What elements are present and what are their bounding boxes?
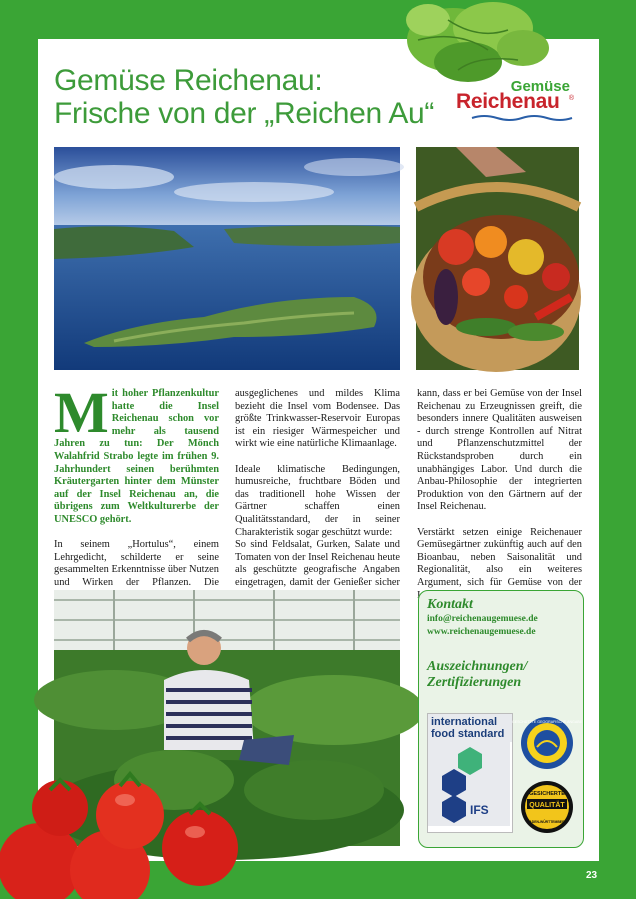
col1-paragraph-2: In seinem „Hortulus“, einem Lehrgedicht, schilderte er seine gesammelten Erkenntnisse über Nutzen und Wirken der Pflanzen. Die <box>54 539 219 588</box>
quality-seal-top: GESICHERTE <box>529 791 565 797</box>
tomatoes-decoration <box>0 770 250 899</box>
awards-heading-line-1: Auszeichnungen/ <box>427 659 528 674</box>
lake-aerial-photo <box>54 147 400 370</box>
col3-paragraph-2: Verstärkt setzen einige Reichenauer Gemüsegärtner zukünftig auch auf den Bioanbau, neben Saisonalität und Regionalität, also ein weiteres Argument, sich für Gemüse von der <box>417 526 582 588</box>
contact-website-link[interactable]: www.reichenaugemuese.de <box>427 627 536 637</box>
logo-wave-icon <box>472 114 572 122</box>
ifs-line-2: food standard <box>431 728 505 740</box>
drop-cap: M <box>54 380 109 445</box>
vegetable-basket-photo <box>416 147 579 370</box>
quality-seal-mid: QUALITÄT <box>529 802 565 809</box>
text-column-2 <box>235 388 400 615</box>
quality-seal-bottom: BADEN-WÜRTTEMBERG <box>526 820 568 824</box>
pgi-seal-text: GESCHÜTZTE GEOGRAFISCHE ANGABE <box>511 720 583 724</box>
col2-paragraph-2: Ideale klimatische Bedingungen, humusreiche, fruchtbare Böden und das traditionell hohe Wissen der Gärtner schaffen einen Qualitätsstandard, der in seiner Charakteristik sogar geschützt wurde: <box>235 463 400 538</box>
col2-paragraph-3: So sind Feldsalat, Gurken, Salate und Tomaten von der Insel Reichenau heute als geschützte geografische Angaben eingetragen, damit der Genießer sicher <box>235 539 400 588</box>
logo-registered-mark: ® <box>568 95 574 102</box>
ifs-certification-logo <box>427 713 513 833</box>
contact-certification-box <box>418 590 584 848</box>
pgi-seal-icon <box>511 715 583 771</box>
brand-logo <box>452 78 576 122</box>
title-line-2: Frische von der „Reichen Au“ <box>54 97 435 130</box>
ifs-hexagons-icon <box>428 742 510 826</box>
contact-heading: Kontakt <box>427 597 473 612</box>
contact-email-link[interactable]: info@reichenaugemuese.de <box>427 614 538 624</box>
logo-main-text: Reichenau <box>456 90 560 113</box>
quality-seal-bw-icon <box>519 779 575 835</box>
title-line-1: Gemüse Reichenau: <box>54 64 323 97</box>
ifs-line-1: international <box>431 716 498 728</box>
awards-heading-line-2: Zertifizierungen <box>427 675 522 690</box>
logo-top-text: Gemüse <box>510 78 570 95</box>
page-number: 23 <box>586 870 598 881</box>
intro-paragraph: it hoher Pflanzenkultur hatte die Insel Reichenau schon vor mehr als tausend Jahren zu tun: Der Mönch Walahfrid Strabo legte im frühen 9. Jahrhundert seinen berühmten Kräutergarten hinter dem Münster auf der Insel Reichenau an, die übrigens zum Weltkulturerbe der UNESCO gehört. <box>54 388 219 525</box>
col2-paragraph-1: ausgeglichenes und mildes Klima bezieht die Insel vom Bodensee. Das größte Trinkwasser-Reservoir Europas ist ein riesiger Wärmespeicher und wirkt wie eine natürliche Klimaanlage. <box>235 388 400 450</box>
page-title <box>54 64 434 130</box>
ifs-code-text: IFS <box>470 803 489 817</box>
text-column-3 <box>417 388 582 615</box>
col3-paragraph-1: kann, dass er bei Gemüse von der Insel Reichenau zu Erzeugnissen greift, die besonders innere Qualitäten ausweisen - durch strenge Kontrollen auf Nitrat und Pflanzenschutzmittel der Rückstandsproben durch ein unabhängiges Labor. Und durch die Anbau-Philosophie der integrierten Produktion von den Gärtnern auf der Insel Reichenau. <box>417 388 582 513</box>
